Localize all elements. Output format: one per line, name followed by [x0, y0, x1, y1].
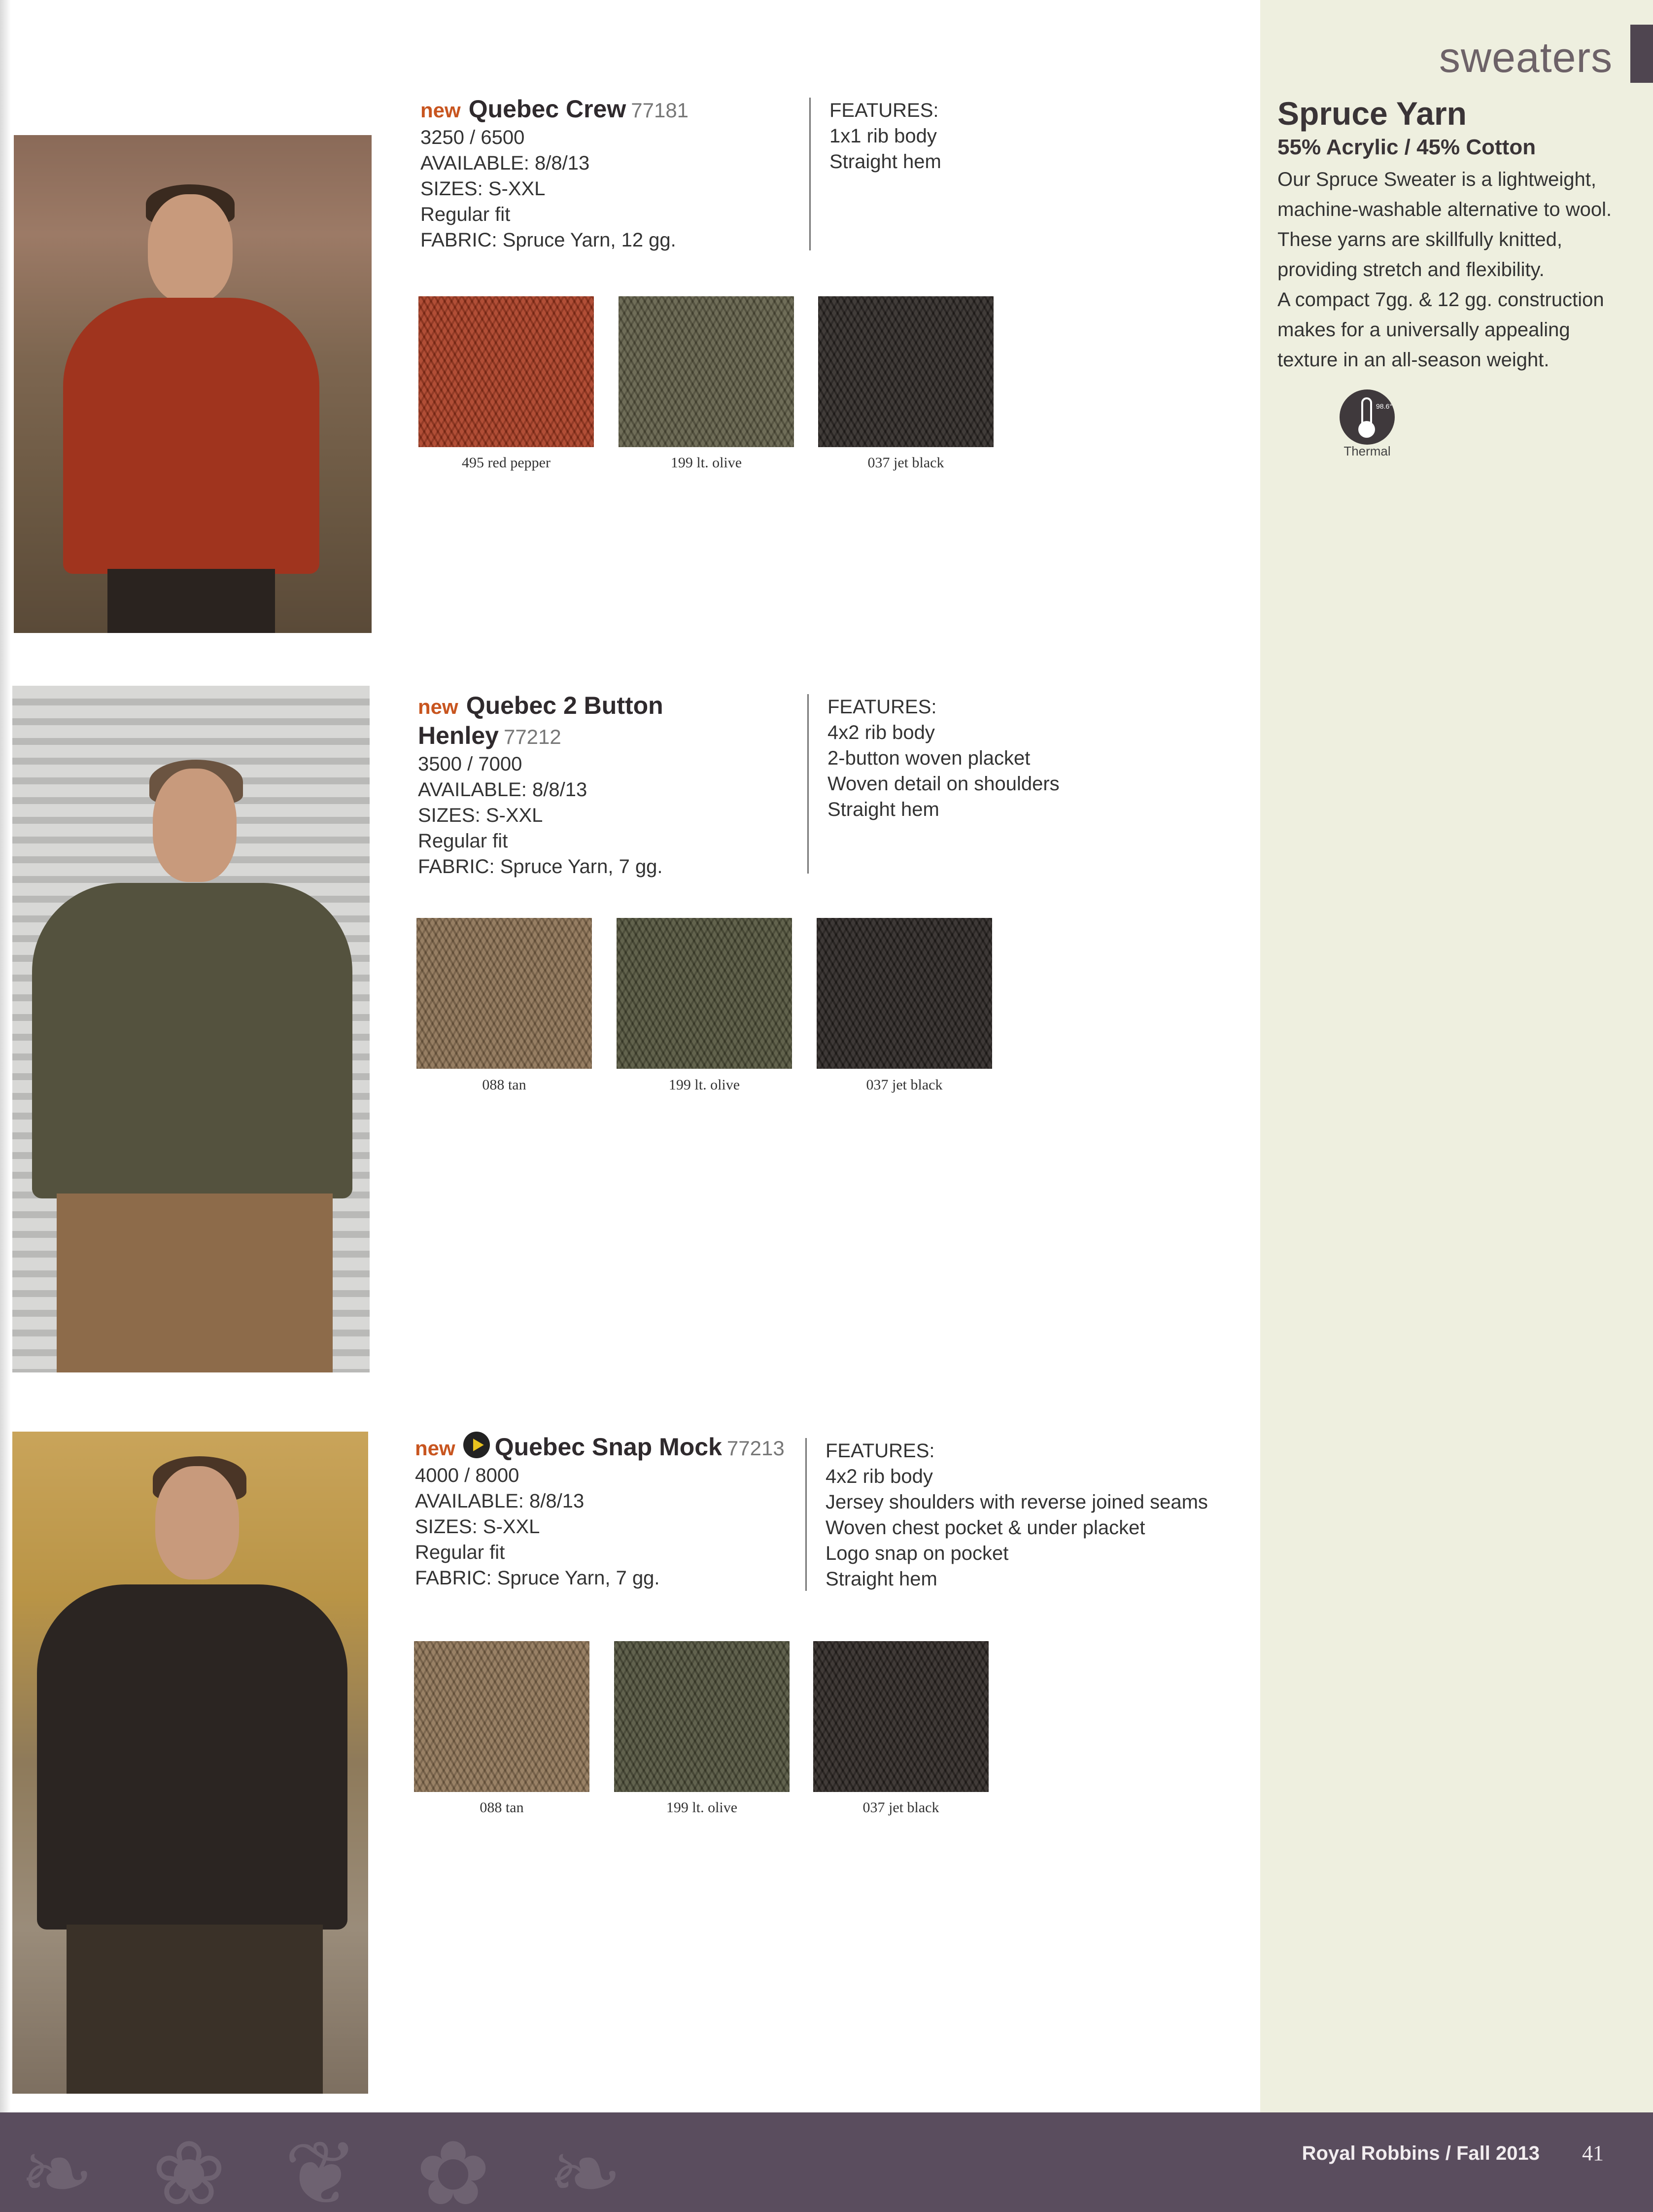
color-swatch[interactable] — [817, 918, 992, 1069]
features-label: FEATURES: — [826, 1440, 935, 1462]
product-available: AVAILABLE: 8/8/13 — [420, 152, 590, 174]
product-sizes: SIZES: S-XXL — [420, 178, 546, 200]
color-swatch[interactable] — [619, 296, 794, 447]
thermal-label: Thermal — [1343, 444, 1391, 458]
swatch-label: 199 lt. olive — [666, 1799, 738, 1816]
product-sizes: SIZES: S-XXL — [415, 1516, 540, 1538]
brand-logo-icon — [463, 1432, 490, 1458]
feature-item: Straight hem — [827, 799, 939, 820]
feature-item: 4x2 rib body — [827, 722, 935, 743]
swatch-label: 088 tan — [482, 1077, 526, 1093]
product-quebec-2-button-henley — [418, 691, 792, 879]
swatch-label: 199 lt. olive — [668, 1077, 740, 1093]
product-title — [415, 1432, 799, 1463]
section-tab-marker — [1630, 25, 1653, 83]
yarn-description — [1277, 165, 1632, 375]
swatch-label: 037 jet black — [866, 1077, 943, 1093]
style-number: 77181 — [631, 99, 689, 122]
color-swatch[interactable] — [418, 296, 594, 447]
product-features — [809, 98, 941, 250]
color-swatch[interactable] — [414, 1641, 589, 1792]
feature-item: Straight hem — [829, 151, 941, 173]
product-title — [418, 691, 792, 721]
feature-item: 2-button woven placket — [827, 747, 1031, 769]
product-title — [420, 95, 795, 125]
footer-brand: Royal Robbins / Fall 2013 — [1302, 2142, 1540, 2164]
product-fit: Regular fit — [418, 830, 508, 852]
swatch-label: 088 tan — [480, 1799, 524, 1816]
thermometer-icon — [1340, 389, 1395, 445]
thermal-degree: 98.6° — [1376, 402, 1392, 410]
product-sizes: SIZES: S-XXL — [418, 805, 543, 826]
new-badge: new — [420, 99, 461, 122]
product-available: AVAILABLE: 8/8/13 — [415, 1490, 585, 1512]
yarn-composition: 55% Acrylic / 45% Cotton — [1277, 135, 1536, 159]
feature-item: 1x1 rib body — [829, 125, 937, 147]
yarn-title: Spruce Yarn — [1277, 95, 1467, 132]
features-label: FEATURES: — [829, 100, 939, 121]
swatch-label: 037 jet black — [862, 1799, 939, 1816]
swatch-label: 199 lt. olive — [670, 455, 742, 471]
product-quebec-snap-mock — [415, 1432, 799, 1591]
yarn-description-paragraph: A compact 7gg. & 12 gg. construction makes for a universally appealing texture in an all-season weight. — [1277, 289, 1604, 371]
feature-item: Straight hem — [826, 1568, 937, 1590]
product-photo-quebec-crew — [14, 135, 372, 633]
product-features — [807, 694, 1060, 874]
product-available: AVAILABLE: 8/8/13 — [418, 779, 587, 801]
product-fit: Regular fit — [420, 204, 511, 225]
style-number: 77212 — [503, 725, 561, 748]
footer-decoration: ❧ ❀ ❦ ✿ ❧ — [20, 2122, 637, 2212]
product-name: Quebec Snap Mock — [494, 1433, 722, 1461]
yarn-description-paragraph: Our Spruce Sweater is a lightweight, machine-washable alternative to wool. These yarns are skillfully knitted, providing stretch and flexibility. — [1277, 169, 1612, 281]
product-name: Quebec Crew — [468, 95, 626, 123]
product-photo-quebec-snap-mock — [12, 1432, 368, 2094]
new-badge: new — [415, 1437, 455, 1460]
page-number: 41 — [1582, 2141, 1604, 2165]
feature-item: Woven chest pocket & under placket — [826, 1517, 1145, 1539]
style-number: 77213 — [726, 1437, 785, 1460]
product-fabric: FABRIC: Spruce Yarn, 7 gg. — [415, 1567, 660, 1589]
product-price: 3500 / 7000 — [418, 753, 522, 775]
feature-item: Logo snap on pocket — [826, 1543, 1009, 1564]
section-title: sweaters — [1439, 34, 1613, 81]
features-label: FEATURES: — [827, 696, 937, 718]
color-swatch[interactable] — [617, 918, 792, 1069]
product-photo-quebec-henley — [12, 686, 370, 1372]
product-price: 4000 / 8000 — [415, 1465, 519, 1486]
product-price: 3250 / 6500 — [420, 127, 525, 148]
color-swatch[interactable] — [416, 918, 592, 1069]
color-swatch[interactable] — [818, 296, 994, 447]
product-name: Quebec 2 Button — [466, 692, 663, 719]
swatch-label: 495 red pepper — [462, 455, 551, 471]
feature-item: 4x2 rib body — [826, 1466, 933, 1487]
product-fabric: FABRIC: Spruce Yarn, 12 gg. — [420, 229, 676, 251]
swatch-label: 037 jet black — [867, 455, 944, 471]
color-swatch[interactable] — [813, 1641, 989, 1792]
product-fabric: FABRIC: Spruce Yarn, 7 gg. — [418, 856, 663, 878]
product-name: Henley — [418, 722, 499, 749]
product-fit: Regular fit — [415, 1542, 505, 1563]
new-badge: new — [418, 695, 458, 718]
color-swatch[interactable] — [614, 1641, 790, 1792]
product-quebec-crew — [420, 95, 795, 253]
product-features — [805, 1438, 1208, 1591]
feature-item: Woven detail on shoulders — [827, 773, 1060, 795]
feature-item: Jersey shoulders with reverse joined seams — [826, 1491, 1208, 1513]
product-title-line2 — [418, 721, 792, 751]
page-gutter-shadow — [0, 0, 11, 2212]
